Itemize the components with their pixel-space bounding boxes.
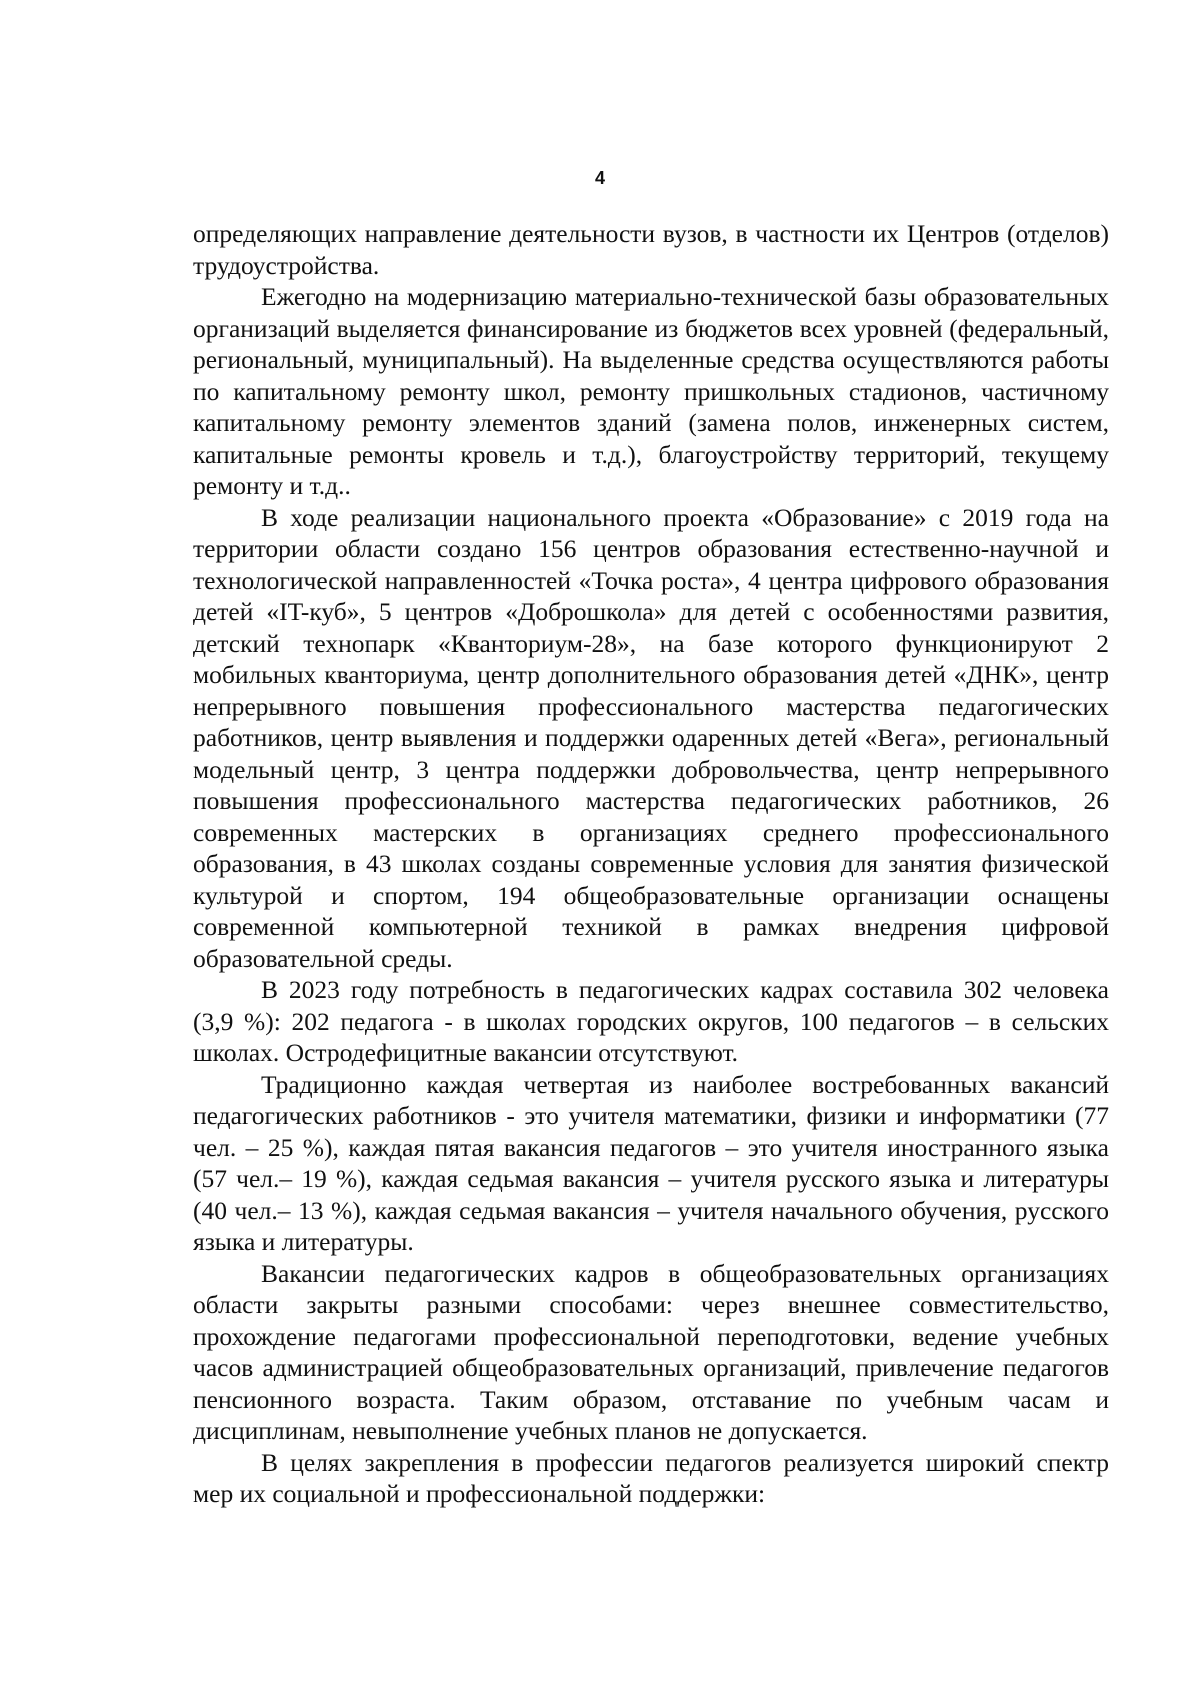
- paragraph-vacancies-structure: Традиционно каждая четвертая из наиболее востребованных вакансий педагогических работников - это учителя математики, физики и информатики (77 чел. – 25 %), каждая пятая вакансия педагогов – это учителя иностранного языка (57 чел.– 19 %), каждая седьмая вакансия – учителя русского языка и литературы (40 чел.– 13 %), каждая седьмая вакансия – учителя начального обучения, русского языка и литературы.: [193, 1069, 1109, 1256]
- paragraph-funding: Ежегодно на модернизацию материально-технической базы образовательных организаций выделяется финансирование из бюджетов всех уровней (федеральный, региональный, муниципальный). На выделенные средства осуществляются работы по капитальному ремонту школ, ремонту пришкольных стадионов, частичному капитальному ремонту элементов зданий (замена полов, инженерных систем, капитальные ремонты кровель и т.д.), благоустройству территорий, текущему ремонту и т.д..: [193, 282, 1109, 500]
- paragraph-vacancies-closed: Вакансии педагогических кадров в общеобразовательных организациях области закрыты разными способами: через внешнее совместительство, прохождение педагогами профессиональной переподготовки, ведение учебных часов администрацией общеобразовательных организаций, привлечение педагогов пенсионного возраста. Таким образом, отставание по учебным часам и дисциплинам, невыполнение учебных планов не допускается.: [193, 1258, 1109, 1445]
- paragraph-national-project: В ходе реализации национального проекта «Образование» с 2019 года на территории области создано 156 центров образования естественно-научной и технологической направленностей «Точка роста», 4 центра цифрового образования детей «IT-куб», 5 центров «Доброшкола» для детей с особенностями развития, детский технопарк «Кванториум-28», на базе которого функционируют 2 мобильных кванториума, центр дополнительного образования детей «ДНК», центр непрерывного повышения профессионального мастерства педагогических работников, центр выявления и поддержки одаренных детей «Вега», региональный модельный центр, 3 центра поддержки добровольчества, центр непрерывного повышения профессионального мастерства педагогических работников, 26 современных мастерских в организациях среднего профессионального образования, в 43 школах созданы современные условия для занятия физической культурой и спортом, 194 общеобразовательные организации оснащены современной компьютерной техникой в рамках внедрения цифровой образовательной среды.: [193, 502, 1109, 973]
- paragraph-continuation: определяющих направление деятельности вузов, в частности их Центров (отделов) трудоустройства.: [193, 219, 1109, 280]
- page-number: 4: [594, 168, 605, 188]
- paragraph-staff-demand: В 2023 году потребность в педагогических кадрах составила 302 человека (3,9 %): 202 педагога - в школах городских округов, 100 педагогов – в сельских школах. Остродефицитные вакансии отсутствуют.: [193, 975, 1109, 1067]
- paragraph-support-measures: В целях закрепления в профессии педагогов реализуется широкий спектр мер их социальной и профессиональной поддержки:: [193, 1447, 1109, 1508]
- document-body: [193, 218, 1109, 1510]
